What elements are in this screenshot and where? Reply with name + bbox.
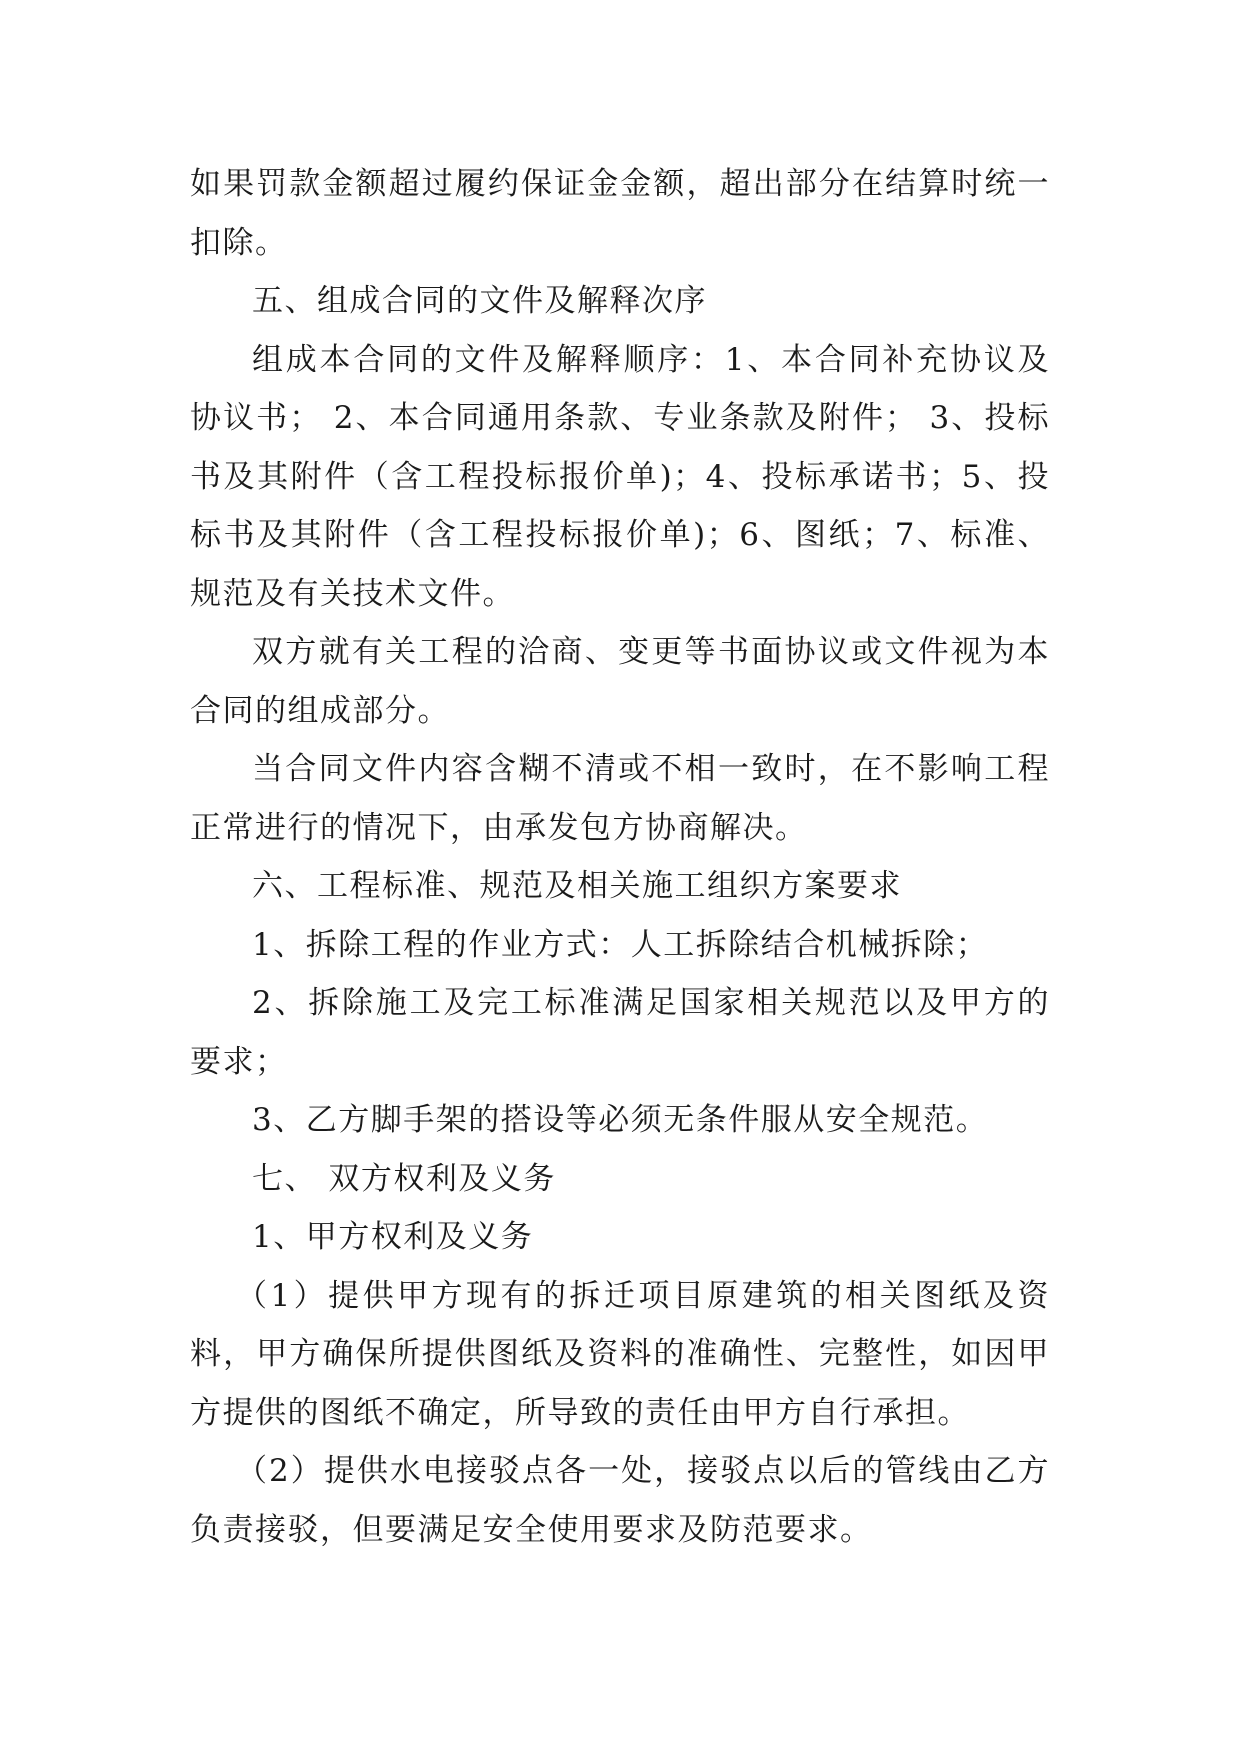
document-body [190,155,1050,1559]
subsection-heading-party-a: 1、甲方权利及义务 [252,1219,534,1255]
paragraph-penalty-deduction: 如果罚款金额超过履约保证金金额，超出部分在结算时统一扣除。 [190,166,1050,261]
section-heading-5: 五、组成合同的文件及解释次序 [252,283,707,319]
paragraph-document-order: 组成本合同的文件及解释顺序：1、本合同补充协议及协议书； 2、本合同通用条款、专业条款及附件； 3、投标书及其附件（含工程投标报价单)；4、投标承诺书；5、投标书及其附件（含工程投标报价单)；6、图纸；7、标准、规范及有关技术文件。 [190,341,1050,612]
paragraph-ambiguity: 当合同文件内容含糊不清或不相一致时，在不影响工程正常进行的情况下，由承发包方协商解决。 [190,751,1050,846]
list-item-utilities: （2）提供水电接驳点各一处，接驳点以后的管线由乙方负责接驳，但要满足安全使用要求及防范要求。 [190,1453,1050,1548]
section-heading-6: 六、工程标准、规范及相关施工组织方案要求 [252,868,902,904]
paragraph-negotiation: 双方就有关工程的洽商、变更等书面协议或文件视为本合同的组成部分。 [190,634,1050,729]
list-item-completion-standard: 2、拆除施工及完工标准满足国家相关规范以及甲方的要求； [190,985,1050,1080]
section-heading-7: 七、 双方权利及义务 [252,1160,556,1197]
list-item-demolition-method: 1、拆除工程的作业方式：人工拆除结合机械拆除； [252,926,989,963]
list-item-drawings: （1）提供甲方现有的拆迁项目原建筑的相关图纸及资料，甲方确保所提供图纸及资料的准确性、完整性，如因甲方提供的图纸不确定，所导致的责任由甲方自行承担。 [190,1277,1050,1431]
list-item-scaffolding: 3、乙方脚手架的搭设等必须无条件服从安全规范。 [252,1102,989,1138]
